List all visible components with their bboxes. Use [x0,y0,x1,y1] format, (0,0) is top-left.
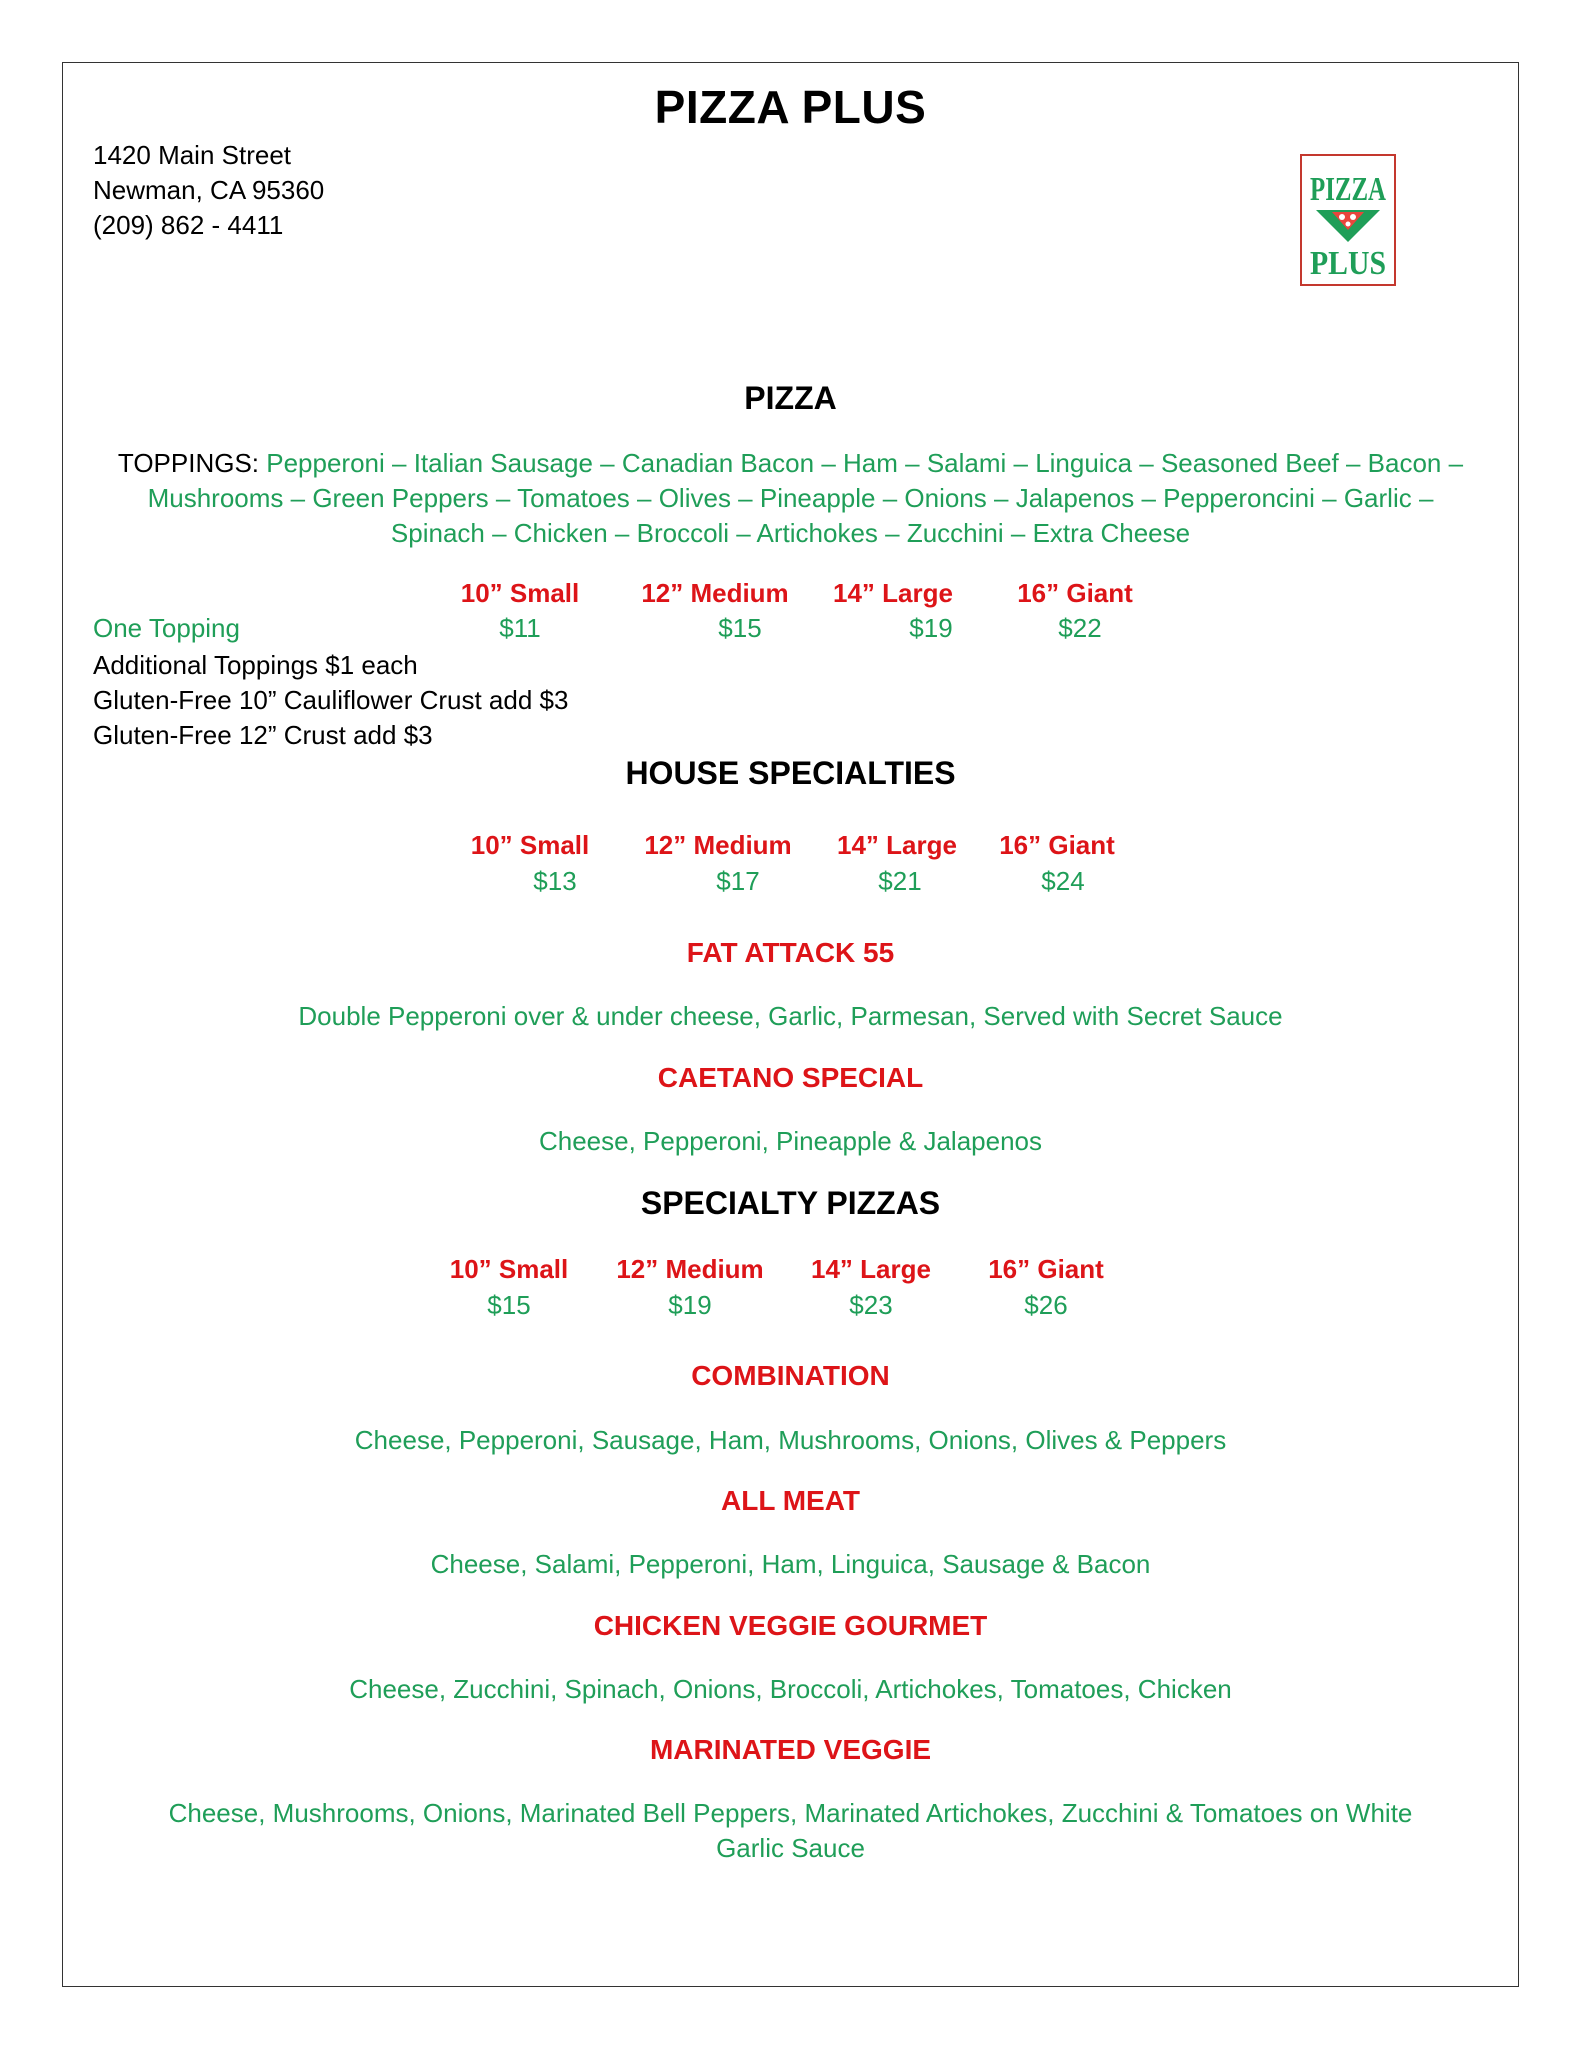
item-marinated-veggie-description: Cheese, Mushrooms, Onions, Marinated Bell Peppers, Marinated Artichokes, Zucchini & Tomatoes on White Garlic Sauce [168,1798,1413,1863]
address-block [93,138,324,243]
specialty-pizzas-heading: SPECIALTY PIZZAS [640,1185,941,1221]
item-fat-attack-description: Double Pepperoni over & under cheese, Garlic, Parmesan, Served with Secret Sauce [298,1001,1283,1031]
pizza-price-small: $11 [499,613,541,643]
toppings-list: Pepperoni – Italian Sausage – Canadian Bacon – Ham – Salami – Linguica – Seasoned Beef – Bacon – Mushrooms – Green Peppers – Tomatoes – Olives – Pineapple – Onions – Jalapenos – Pepperoncini – Garlic – Spinach – Chicken – Broccoli – Artichokes – Zucchini – Extra Cheese [147,448,1464,548]
toppings-paragraph [62,446,1519,551]
specialty-price-medium: $19 [668,1290,712,1320]
toppings-label: TOPPINGS: [117,448,260,478]
specialty-price-giant: $26 [1024,1290,1068,1320]
logo-text-top: PIZZA [1310,171,1387,208]
pizza-size-large: 14” Large [833,578,953,608]
pizza-size-medium: 12” Medium [641,578,789,608]
house-price-small: $13 [533,866,577,896]
item-caetano-name: CAETANO SPECIAL [657,1062,924,1093]
item-chicken-veggie-description: Cheese, Zucchini, Spinach, Onions, Broccoli, Artichokes, Tomatoes, Chicken [349,1674,1232,1704]
phone-number: (209) 862 - 4411 [93,210,284,240]
address-city: Newman, CA 95360 [93,175,325,205]
specialty-size-large: 14” Large [811,1254,931,1284]
pizza-heading: PIZZA [744,380,837,416]
item-chicken-veggie-name: CHICKEN VEGGIE GOURMET [593,1610,988,1641]
pizza-price-medium: $15 [718,613,762,643]
note-cauliflower-crust: Gluten-Free 10” Cauliflower Crust add $3 [93,685,569,715]
item-combination-name: COMBINATION [691,1360,890,1391]
specialty-price-small: $15 [487,1290,531,1320]
house-size-medium: 12” Medium [644,830,792,860]
specialty-size-giant: 16” Giant [988,1254,1104,1284]
item-combination-description: Cheese, Pepperoni, Sausage, Ham, Mushrooms, Onions, Olives & Peppers [354,1425,1227,1455]
address-street: 1420 Main Street [93,140,292,170]
house-size-small: 10” Small [470,830,590,860]
item-fat-attack-name: FAT ATTACK 55 [686,937,895,968]
item-marinated-veggie-name: MARINATED VEGGIE [649,1734,932,1765]
logo-graphic [1302,156,1394,284]
specialty-size-medium: 12” Medium [616,1254,764,1284]
house-size-giant: 16” Giant [999,830,1115,860]
pizza-notes [93,648,568,753]
specialty-size-small: 10” Small [449,1254,569,1284]
pizza-size-small: 10” Small [460,578,580,608]
item-all-meat-name: ALL MEAT [721,1485,860,1516]
house-price-giant: $24 [1041,866,1085,896]
house-price-large: $21 [878,866,922,896]
note-gluten-free-crust: Gluten-Free 12” Crust add $3 [93,720,433,750]
house-price-medium: $17 [716,866,760,896]
house-size-large: 14” Large [837,830,957,860]
note-additional-toppings: Additional Toppings $1 each [93,650,418,680]
pizza-size-giant: 16” Giant [1017,578,1133,608]
one-topping-label: One Topping [93,613,240,643]
specialty-price-large: $23 [849,1290,893,1320]
logo-text-bottom: PLUS [1310,245,1386,282]
item-caetano-description: Cheese, Pepperoni, Pineapple & Jalapenos [538,1126,1043,1156]
pizza-price-large: $19 [909,613,953,643]
restaurant-title: PIZZA PLUS [654,81,927,133]
pizza-price-giant: $22 [1058,613,1102,643]
house-specialties-heading: HOUSE SPECIALTIES [625,755,956,791]
item-all-meat-description: Cheese, Salami, Pepperoni, Ham, Linguica, Sausage & Bacon [430,1549,1151,1579]
pizza-plus-logo [1300,154,1396,286]
